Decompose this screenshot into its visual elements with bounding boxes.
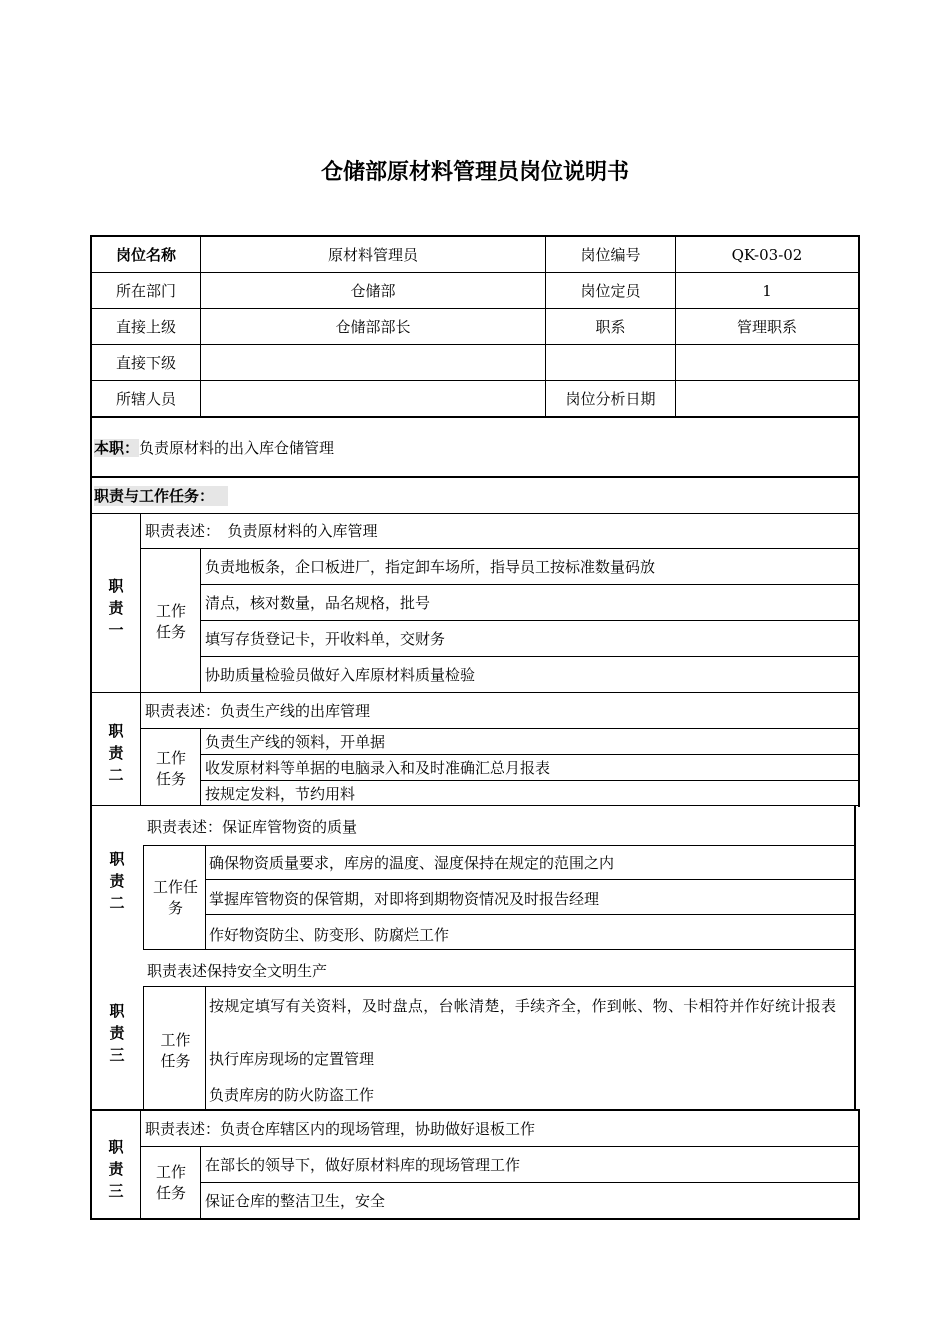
duty-3-label: 职责二	[109, 850, 125, 912]
value-headcount: 1	[762, 282, 772, 300]
duty-5-task: 在部长的领导下，做好原材料库的现场管理工作	[205, 1156, 521, 1174]
duty-4-task-label: 工作任务	[160, 1031, 191, 1070]
duty-1-label: 职责一	[108, 577, 124, 639]
duty-2-label: 职责二	[108, 722, 124, 784]
value-position-code: QK-03-02	[731, 246, 803, 264]
duty-1-task: 清点，核对数量，品名规格，批号	[205, 594, 431, 612]
label-position-code: 岗位编号	[580, 246, 641, 264]
duty-1-task-label: 工作任务	[156, 602, 187, 641]
duty-4-task: 按规定填写有关资料，及时盘点，台帐清楚，手续齐全，作到帐、物、卡相符并作好统计报表	[209, 997, 837, 1015]
primary-duty-label: 本职：	[94, 439, 140, 457]
duty-5-description: 职责表述：负责仓库辖区内的现场管理，协助做好退板工作	[145, 1120, 536, 1138]
duty-2-description: 职责表述：负责生产线的出库管理	[145, 702, 371, 720]
duty-2-task: 按规定发料，节约用料	[205, 785, 356, 803]
duty-3-description: 职责表述：保证库管物资的质量	[147, 818, 358, 836]
value-direct-superior: 仓储部部长	[335, 318, 411, 336]
duties-heading: 职责与工作任务：	[94, 486, 228, 506]
primary-duty-text: 负责原材料的出入库仓储管理	[139, 439, 335, 457]
primary-duty	[94, 438, 334, 458]
document-title: 仓储部原材料管理员岗位说明书	[320, 160, 629, 185]
duty-1-description: 职责表述： 负责原材料的入库管理	[145, 522, 378, 540]
value-department: 仓储部	[350, 282, 396, 300]
duty-3-task-label: 工作任务	[152, 878, 198, 917]
duty-1-task: 协助质量检验员做好入库原材料质量检验	[205, 666, 476, 684]
duty-3-task: 作好物资防尘、防变形、防腐烂工作	[209, 926, 450, 944]
duty-5-task-label: 工作任务	[156, 1163, 187, 1202]
duty-3-task: 确保物资质量要求，库房的温度、湿度保持在规定的范围之内	[209, 854, 615, 872]
duty-4-task: 执行库房现场的定置管理	[209, 1050, 375, 1068]
duty-5-label: 职责三	[108, 1138, 124, 1200]
label-staff-under: 所辖人员	[115, 390, 176, 408]
duty-4-label: 职责三	[109, 1002, 125, 1064]
duty-2-task: 收发原材料等单据的电脑录入和及时准确汇总月报表	[205, 759, 551, 777]
label-headcount: 岗位定员	[580, 282, 641, 300]
duty-1-task: 填写存货登记卡，开收料单，交财务	[205, 630, 446, 648]
label-job-family: 职系	[595, 318, 626, 336]
duty-3-task: 掌握库管物资的保管期，对即将到期物资情况及时报告经理	[209, 890, 600, 908]
duty-2-task-label: 工作任务	[156, 749, 187, 788]
duty-2-task: 负责生产线的领料，开单据	[205, 733, 386, 751]
label-direct-subordinate: 直接下级	[115, 354, 176, 372]
duty-1-task: 负责地板条，企口板进厂，指定卸车场所，指导员工按标准数量码放	[205, 558, 656, 576]
label-direct-superior: 直接上级	[115, 318, 176, 336]
duty-5-task: 保证仓库的整洁卫生，安全	[205, 1192, 386, 1210]
label-analysis-date: 岗位分析日期	[565, 390, 656, 408]
duty-4-task: 负责库房的防火防盗工作	[209, 1086, 375, 1104]
value-position-name: 原材料管理员	[327, 246, 418, 264]
label-position-name: 岗位名称	[115, 246, 176, 264]
duty-4-description: 职责表述保持安全文明生产	[147, 962, 328, 980]
label-department: 所在部门	[115, 282, 176, 300]
value-job-family: 管理职系	[736, 318, 797, 336]
